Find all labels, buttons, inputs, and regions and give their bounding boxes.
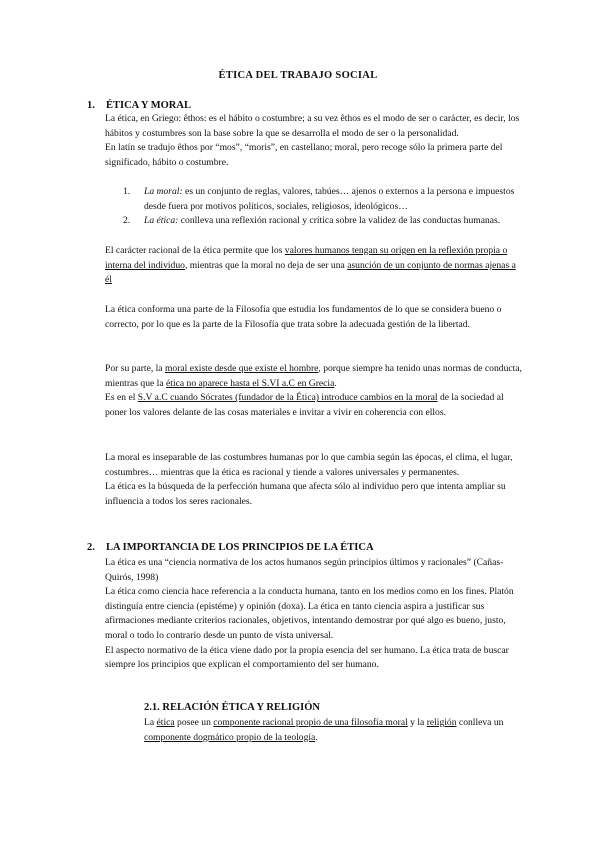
- paragraph: La ética conforma una parte de la Filosofía que estudia los fundamentos de lo que se considera bueno o correcto, por lo que es la parte de la Filosofía que trata sobre la adecuada gestión de la libertad.: [105, 304, 502, 330]
- underlined-text: religión: [426, 717, 457, 728]
- underlined-text: ética: [156, 717, 175, 728]
- text-run: conlleva un: [456, 717, 504, 728]
- list-number: 2.: [123, 215, 131, 227]
- section-2-number: 2.: [87, 542, 95, 553]
- text-run: La: [144, 717, 157, 728]
- text-run: de la sociedad al poner los valores delante de las cosas materiales e invitar a vivir en coherencia con ellos.: [105, 392, 504, 418]
- text-run: .: [334, 377, 337, 389]
- text-run: posee un: [174, 717, 214, 728]
- section-2-title: LA IMPORTANCIA DE LOS PRINCIPIOS DE LA ÉTICA: [106, 542, 374, 553]
- paragraph-philosophy: [105, 303, 525, 332]
- section-2-heading: [87, 542, 374, 553]
- subsection-2-1-heading: 2.1. RELACIÓN ÉTICA Y RELIGIÓN: [144, 702, 321, 713]
- list-number: 1.: [123, 186, 131, 197]
- underlined-text: asunción de un conjunto de normas ajenas a él: [105, 259, 516, 286]
- underlined-text: S.V a.C cuando Sócrates (fundador de la Ética) introduce cambios en la moral: [137, 392, 438, 404]
- paragraph-rational-character: [105, 244, 525, 288]
- underlined-text: componente dogmático propio de la teología: [144, 731, 316, 743]
- paragraph: La ética como ciencia hace referencia a la conducta humana, tanto en los medios como en los fines. Platón distinguía entre ciencia (epistéme) y opinión (doxa). La ética en tanto ciencia aspira a justificar sus afirmaciones mediante criterios racionales, objetivos, intentando demostrar por qué algo es bueno, justo, moral o todo lo contrario desde un punto de vista universal.: [105, 586, 514, 641]
- list-term: La ética:: [144, 215, 179, 227]
- text-run: Por su parte, la: [105, 363, 165, 374]
- paragraph: La moral es inseparable de las costumbres humanas por lo que cambia según las épocas, el clima, el lugar, costumbres… mientras que la ética es racional y tiende a valores universales y permanentes.: [105, 452, 513, 478]
- list-text: es un conjunto de reglas, valores, tabúes… ajenos o externos a la persona e impuestos desde fuera por motivos políticos, sociales, religiosos, ideológicos…: [144, 186, 515, 212]
- section-1-number: 1.: [87, 100, 95, 111]
- section-1-heading: [87, 100, 191, 111]
- list-item: [123, 185, 525, 214]
- underlined-text: ética no aparece hasta el S.VI a.C en Grecia: [166, 377, 335, 389]
- text-run: , mientras que la moral no deja de ser una: [184, 259, 348, 271]
- text-run: , porque siempre ha tenido unas normas de conducta, mientras que la: [105, 363, 522, 389]
- text-run: y la: [407, 717, 427, 728]
- text-run: El carácter racional de la ética permite que los: [105, 245, 285, 256]
- text-run: .: [315, 731, 318, 743]
- underlined-text: valores humanos tengan su origen en la reflexión propia o interna del individuo: [105, 245, 508, 271]
- underlined-text: moral existe desde que existe el hombre: [164, 363, 319, 374]
- section-2-body: [105, 556, 525, 673]
- paragraph: El aspecto normativo de la ética viene dado por la propia esencia del ser humano. La ética trata de buscar siempre los principios que explican el comportamiento del ser humano.: [105, 644, 509, 671]
- paragraph-customs: [105, 451, 525, 509]
- subsection-2-1-body: [144, 716, 525, 745]
- definition-list: [123, 185, 525, 229]
- section-1-title: ÉTICA Y MORAL: [106, 100, 191, 111]
- list-item: [123, 214, 525, 229]
- paragraph: La ética es una “ciencia normativa de los actos humanos según principios últimos y racionales” (Cañas- Quirós, 1998): [105, 557, 504, 583]
- list-text: conlleva una reflexión racional y crítica sobre la validez de las conductas humanas.: [178, 215, 501, 227]
- text-run: Es en el: [105, 392, 138, 404]
- paragraph: En latín se tradujo êthos por “mos”, “moris”, en castellano; moral, pero recoge sólo la primera parte del significado, hábito o costumbre.: [105, 142, 503, 168]
- list-term: La moral:: [144, 186, 183, 197]
- paragraph-moral-history: [105, 362, 525, 420]
- paragraph: La ética es la búsqueda de la perfección humana que afecta sólo al individuo pero que intenta ampliar su influencia a todos los seres racionales.: [105, 481, 506, 507]
- paragraph: La ética, en Griego: êthos: es el hábito o costumbre; a su vez êthos es el modo de ser o carácter, es decir, los hábitos y costumbres son la base sobre la que se desarrolla el modo de ser o la personalidad.: [105, 113, 520, 139]
- section-1-intro: [105, 112, 525, 170]
- document-title: ÉTICA DEL TRABAJO SOCIAL: [218, 70, 378, 81]
- underlined-text: componente racional propio de una filosofía moral: [213, 717, 408, 728]
